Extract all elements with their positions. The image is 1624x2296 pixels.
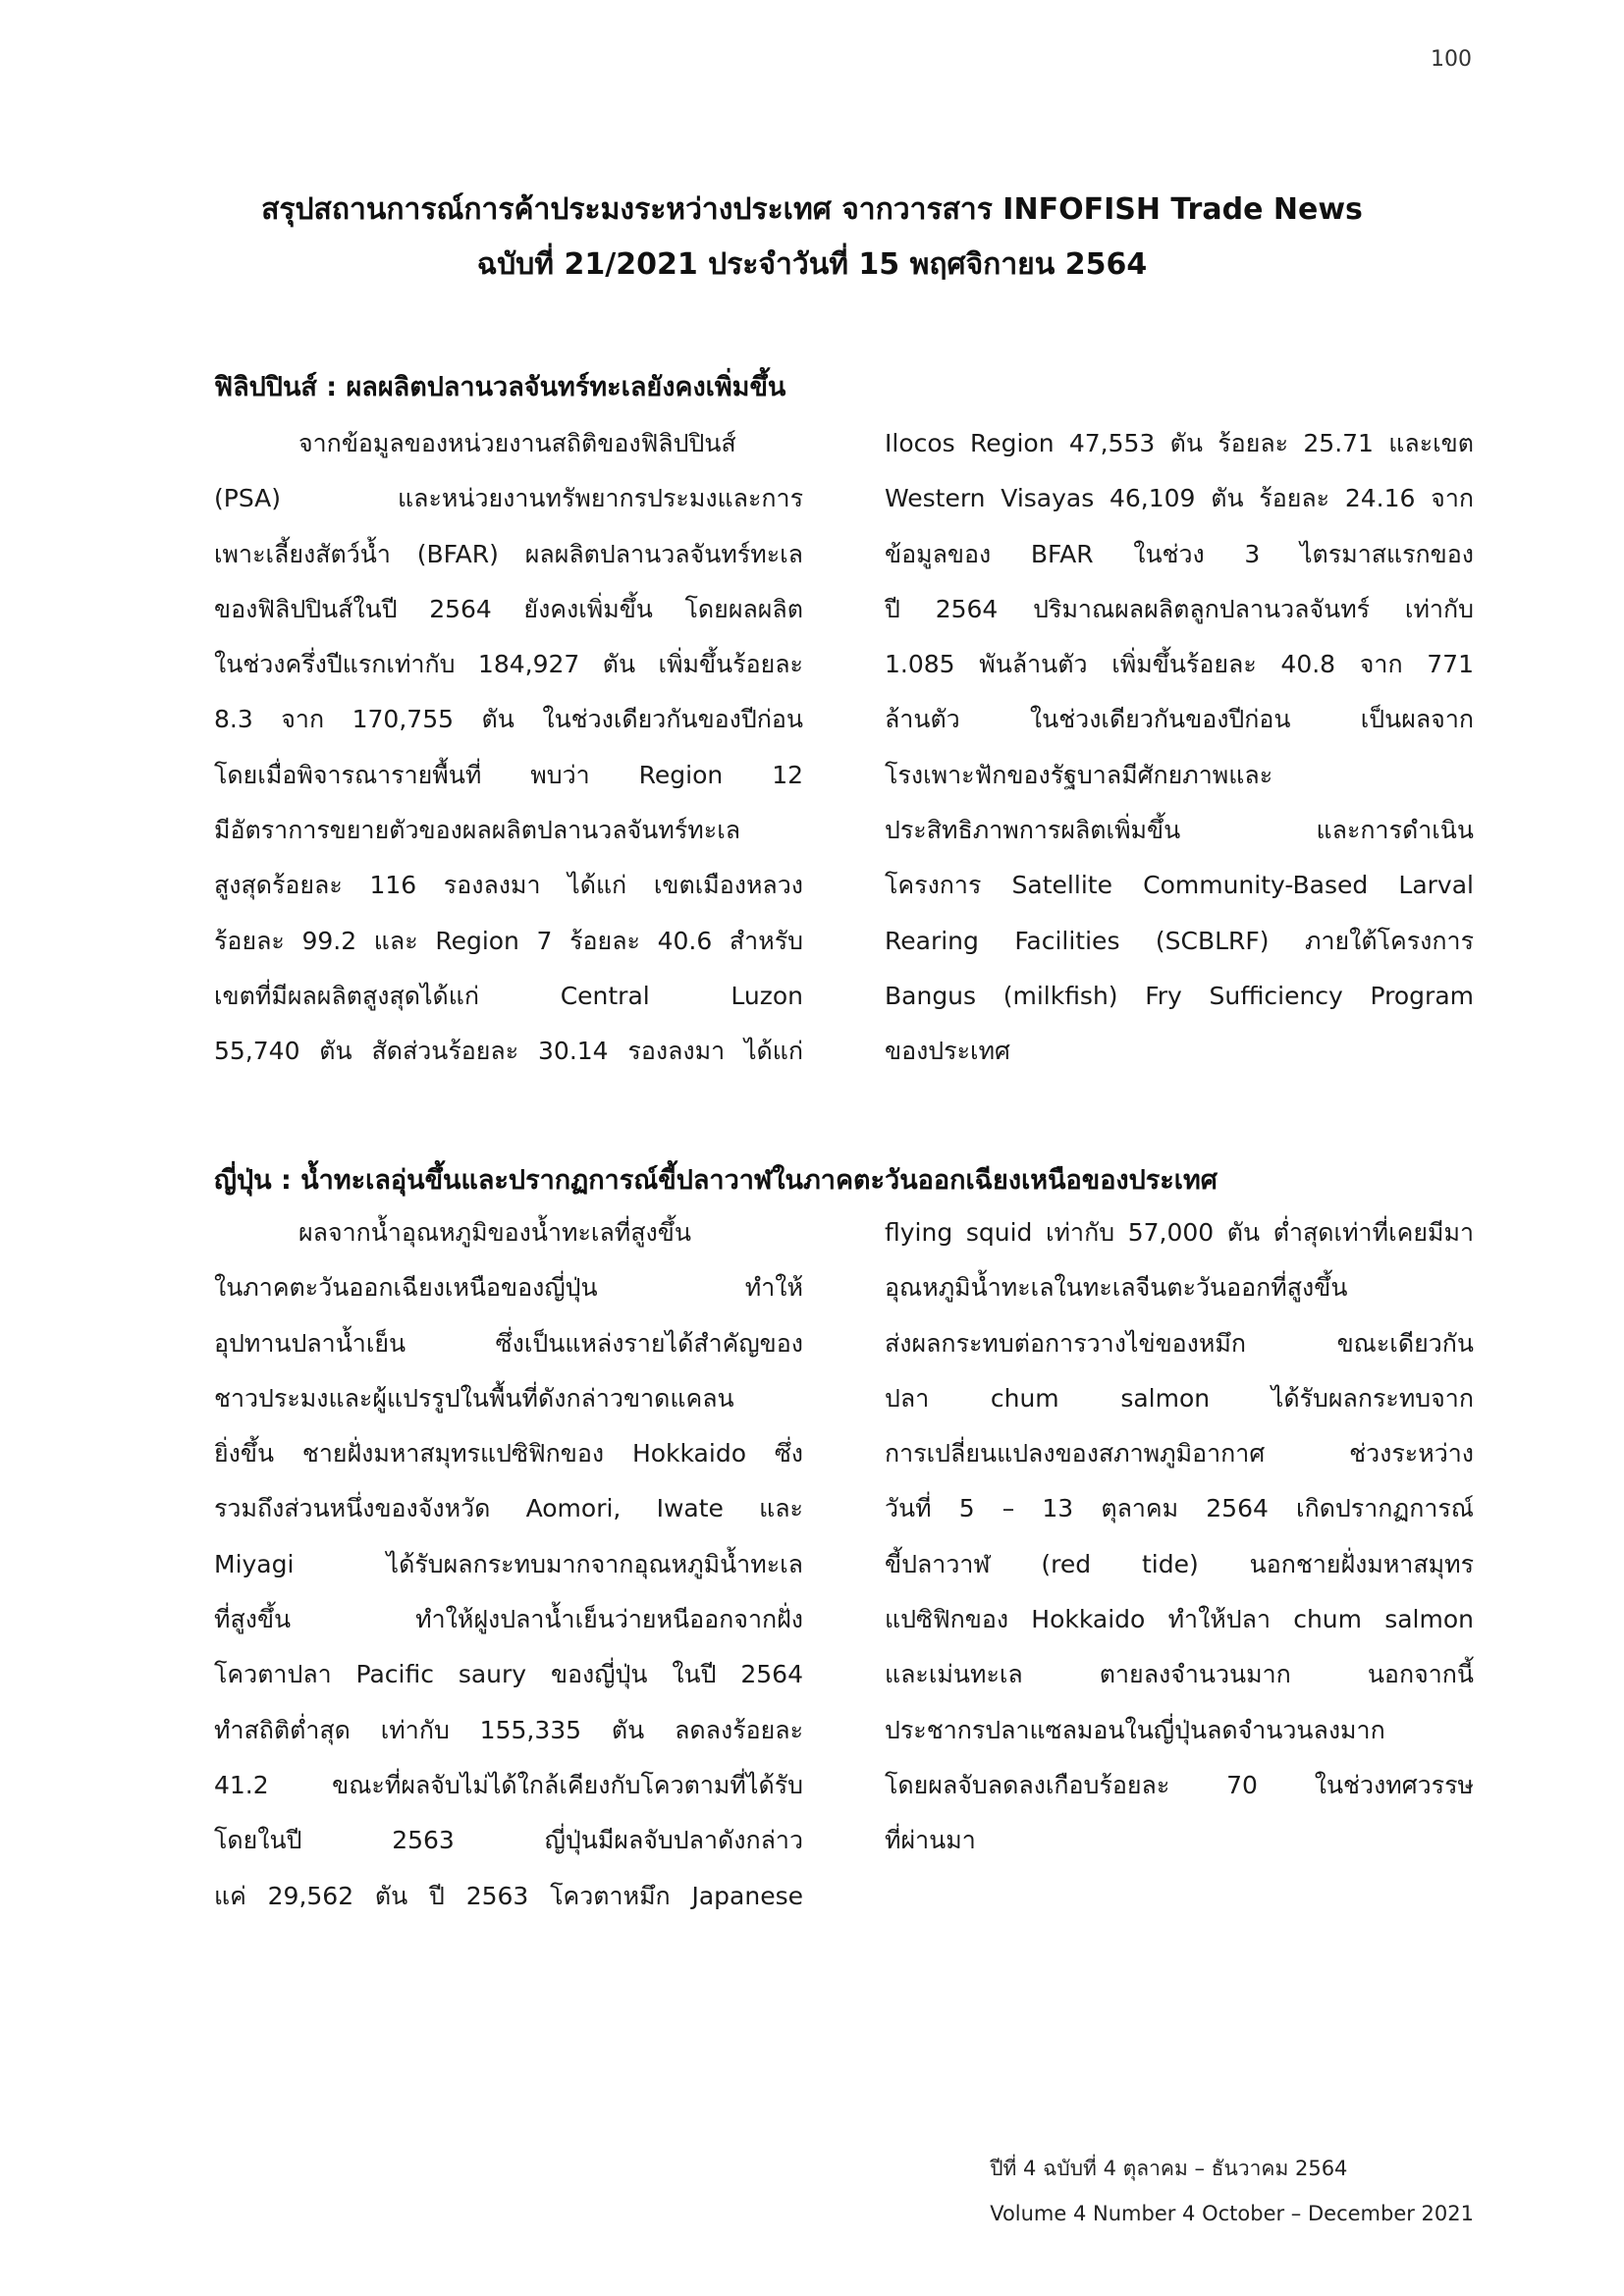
paragraph-line: ข้อมูลของ BFAR ในช่วง 3 ไตรมาสแรกของ [885,539,1474,568]
paragraph-line: 41.2 ขณะที่ผลจับไม่ได้ใกล้เคียงกับโควตามที่ได้รับ [214,1770,803,1799]
paragraph-line: (PSA) และหน่วยงานทรัพยากรประมงและการ [214,484,803,513]
paragraph-line: Western Visayas 46,109 ตัน ร้อยละ 24.16 จาก [885,484,1474,513]
paragraph-line: ที่สูงขึ้น ทำให้ฝูงปลาน้ำเย็นว่ายหนีออกจากฝั่ง [214,1605,803,1634]
paragraph-line: ล้านตัว ในช่วงเดียวกันของปีก่อน เป็นผลจาก [885,705,1474,734]
paragraph-line: ทำสถิติต่ำสุด เท่ากับ 155,335 ตัน ลดลงร้อยละ [214,1715,803,1744]
right-column [885,1205,1474,1924]
paragraph-line: แค่ 29,562 ตัน ปี 2563 โควตาหมึก Japanese [214,1881,803,1910]
paragraph-line: จากข้อมูลของหน่วยงานสถิติของฟิลิปปินส์ [298,429,736,457]
paragraph-line: เพาะเลี้ยงสัตว์น้ำ (BFAR) ผลผลิตปลานวลจันทร์ทะเล [214,539,803,568]
paragraph-line: ผลจากน้ำอุณหภูมิของน้ำทะเลที่สูงขึ้น [298,1218,691,1247]
paragraph-line: ประชากรปลาแซลมอนในญี่ปุ่นลดจำนวนลงมาก [885,1715,1385,1744]
paragraph-line: 8.3 จาก 170,755 ตัน ในช่วงเดียวกันของปีก่อน [214,705,803,734]
paragraph-line: ของฟิลิปปินส์ในปี 2564 ยังคงเพิ่มขึ้น โดยผลผลิต [214,594,803,623]
paragraph-line: แปซิฟิกของ Hokkaido ทำให้ปลา chum salmon [885,1605,1474,1634]
left-column [214,1205,803,1924]
paragraph-line: การเปลี่ยนแปลงของสภาพภูมิอากาศ ช่วงระหว่าง [885,1439,1474,1468]
paragraph-line: โดยผลจับลดลงเกือบร้อยละ 70 ในช่วงทศวรรษ [885,1770,1474,1799]
paragraph-line: ของประเทศ [885,1037,1010,1066]
paragraph-line: วันที่ 5 – 13 ตุลาคม 2564 เกิดปรากฏการณ์ [885,1494,1474,1523]
paragraph-line: ร้อยละ 99.2 และ Region 7 ร้อยละ 40.6 สำหรับ [214,926,803,955]
document-title [206,183,1418,293]
paragraph-line: ส่งผลกระทบต่อการวางไข่ของหมึก ขณะเดียวกัน [885,1328,1474,1358]
paragraph-line: flying squid เท่ากับ 57,000 ตัน ต่ำสุดเท่าที่เคยมีมา [885,1218,1474,1247]
section-body [214,1205,1474,1924]
paragraph-line: ปลา chum salmon ได้รับผลกระทบจาก [885,1383,1474,1413]
title-line-2: ฉบับที่ 21/2021 ประจำวันที่ 15 พฤศจิกายน 2564 [476,247,1148,282]
paragraph-line: ชาวประมงและผู้แปรรูปในพื้นที่ดังกล่าวขาดแคลน [214,1383,734,1413]
footer-english: Volume 4 Number 4 October – December 2021 [990,2202,1474,2225]
section-heading: ญี่ปุ่น : น้ำทะเลอุ่นขึ้นและปรากฏการณ์ขี้ปลาวาฬในภาคตะวันออกเฉียงเหนือของประเทศ [214,1165,1218,1196]
section-japan [214,1158,1474,1924]
paragraph-line: Rearing Facilities (SCBLRF) ภายใต้โครงการ [885,926,1474,955]
footer-thai: ปีที่ 4 ฉบับที่ 4 ตุลาคม – ธันวาคม 2564 [990,2157,1348,2180]
paragraph-line: ประสิทธิภาพการผลิตเพิ่มขึ้น และการดำเนิน [885,816,1474,845]
section-body [214,416,1474,1080]
paragraph-line: รวมถึงส่วนหนึ่งของจังหวัด Aomori, Iwate และ [214,1494,803,1523]
paragraph-line: มีอัตราการขยายตัวของผลผลิตปลานวลจันทร์ทะเล [214,816,741,845]
page-footer [990,2146,1474,2236]
paragraph-line: Bangus (milkfish) Fry Sufficiency Program [885,981,1474,1010]
paragraph-line: สูงสุดร้อยละ 116 รองลงมา ได้แก่ เขตเมืองหลวง [214,871,803,900]
paragraph-line: โควตาปลา Pacific saury ของญี่ปุ่น ในปี 2564 [214,1660,803,1689]
paragraph-line: โดยในปี 2563 ญี่ปุ่นมีผลจับปลาดังกล่าว [214,1826,803,1855]
title-line-1: สรุปสถานการณ์การค้าประมงระหว่างประเทศ จากวารสาร INFOFISH Trade News [261,192,1363,227]
paragraph-line: อุปทานปลาน้ำเย็น ซึ่งเป็นแหล่งรายได้สำคัญของ [214,1328,803,1358]
paragraph-line: ขี้ปลาวาฬ (red tide) นอกชายฝั่งมหาสมุทร [885,1549,1474,1578]
paragraph-line: ปี 2564 ปริมาณผลผลิตลูกปลานวลจันทร์ เท่ากับ [885,594,1474,623]
right-column [885,416,1474,1080]
paragraph-line: โครงการ Satellite Community-Based Larval [885,871,1474,900]
section-philippines [214,365,1474,1080]
paragraph-line: ในช่วงครึ่งปีแรกเท่ากับ 184,927 ตัน เพิ่มขึ้นร้อยละ [214,650,803,679]
paragraph-line: เขตที่มีผลผลิตสูงสุดได้แก่ Central Luzon [214,981,803,1010]
left-column [214,416,803,1080]
paragraph-line: โดยเมื่อพิจารณารายพื้นที่ พบว่า Region 12 [214,760,803,789]
paragraph-line: 55,740 ตัน สัดส่วนร้อยละ 30.14 รองลงมา ได้แก่ [214,1037,803,1066]
paragraph-line: Miyagi ได้รับผลกระทบมากจากอุณหภูมิน้ำทะเล [214,1549,803,1578]
paragraph-line: อุณหภูมิน้ำทะเลในทะเลจีนตะวันออกที่สูงขึ้น [885,1273,1348,1303]
page-number: 100 [1431,47,1472,72]
paragraph-line: ที่ผ่านมา [885,1826,976,1855]
paragraph-line: และเม่นทะเล ตายลงจำนวนมาก นอกจากนี้ [885,1660,1474,1689]
section-heading: ฟิลิปปินส์ : ผลผลิตปลานวลจันทร์ทะเลยังคงเพิ่มขึ้น [214,372,786,402]
paragraph-line: 1.085 พันล้านตัว เพิ่มขึ้นร้อยละ 40.8 จาก 771 [885,650,1474,679]
paragraph-line: ในภาคตะวันออกเฉียงเหนือของญี่ปุ่น ทำให้ [214,1273,803,1303]
paragraph-line: โรงเพาะฟักของรัฐบาลมีศักยภาพและ [885,760,1273,789]
paragraph-line: ยิ่งขึ้น ชายฝั่งมหาสมุทรแปซิฟิกของ Hokkaido ซึ่ง [214,1439,803,1468]
paragraph-line: Ilocos Region 47,553 ตัน ร้อยละ 25.71 และเขต [885,429,1474,457]
